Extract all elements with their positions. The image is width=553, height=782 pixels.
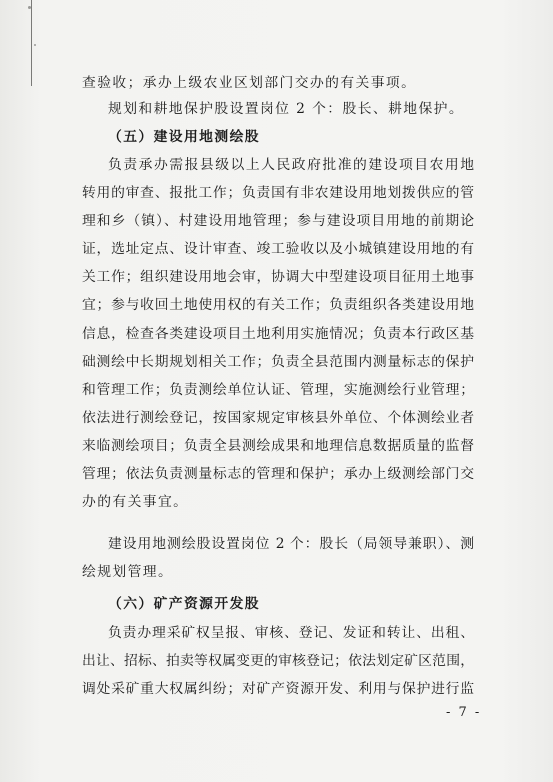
section5-duties-line: 管理；依法负责测量标志的管理和保护；承办上级测绘部门交 — [82, 466, 474, 482]
section5-duties-line: 负责承办需报县级以上人民政府批准的建设项目农用地 — [108, 157, 474, 173]
section5-duties-line: 信息，检查各类建设项目土地利用实施情况；负责本行政区基 — [82, 326, 474, 342]
section5-duties-line: 关工作；组织建设用地会审，协调大中型建设项目征用土地事 — [82, 269, 474, 285]
section5-duties-line: 础测绘中长期规划相关工作；负责全县范围内测量标志的保护 — [82, 354, 474, 370]
section5-duties-line: 理和乡（镇）、村建设用地管理；参与建设项目用地的前期论 — [82, 213, 474, 229]
section5-duties-line: 来临测绘项目；负责全县测绘成果和地理信息数据质量的监督 — [82, 438, 474, 454]
section4-positions: 规划和耕地保护股设置岗位 2 个：股长、耕地保护。 — [108, 101, 465, 117]
section6-duties-line: 调处采矿重大权属纠纷；对矿产资源开发、利用与保护进行监 — [82, 681, 474, 697]
section5-duties-line: 依法进行测绘登记，按国家规定审核县外单位、个体测绘业者 — [82, 410, 474, 426]
scan-speck — [28, 6, 31, 9]
section5-positions-line: 建设用地测绘股设置岗位 2 个：股长（局领导兼职）、测 — [108, 536, 474, 552]
page-number: - 7 - — [446, 705, 482, 720]
section5-positions-line: 绘规划管理。 — [82, 564, 174, 580]
section5-heading: （五）建设用地测绘股 — [108, 129, 260, 145]
scan-speck — [34, 44, 36, 46]
section5-duties-line: 证，选址定点、设计审查、竣工验收以及小城镇建设用地的有 — [82, 241, 474, 257]
section5-duties-line: 和管理工作；负责测绘单位认证、管理，实施测绘行业管理； — [82, 382, 474, 398]
section6-duties-line: 负责办理采矿权呈报、审核、登记、发证和转让、出租、 — [108, 625, 474, 641]
previous-section-tail: 查验收；承办上级农业区划部门交办的有关事项。 — [82, 75, 417, 91]
section5-duties-line: 转用的审查、报批工作；负责国有非农建设用地划拨供应的管 — [82, 185, 474, 201]
section5-duties-line: 办的有关事宜。 — [82, 494, 189, 510]
section6-heading: （六）矿产资源开发股 — [108, 596, 260, 612]
scan-binding-edge — [31, 0, 32, 86]
section6-duties-line: 出让、招标、拍卖等权属变更的审核登记；依法划定矿区范围， — [82, 653, 474, 669]
section5-duties-line: 宜；参与收回土地使用权的有关工作；负责组织各类建设用地 — [82, 297, 474, 313]
